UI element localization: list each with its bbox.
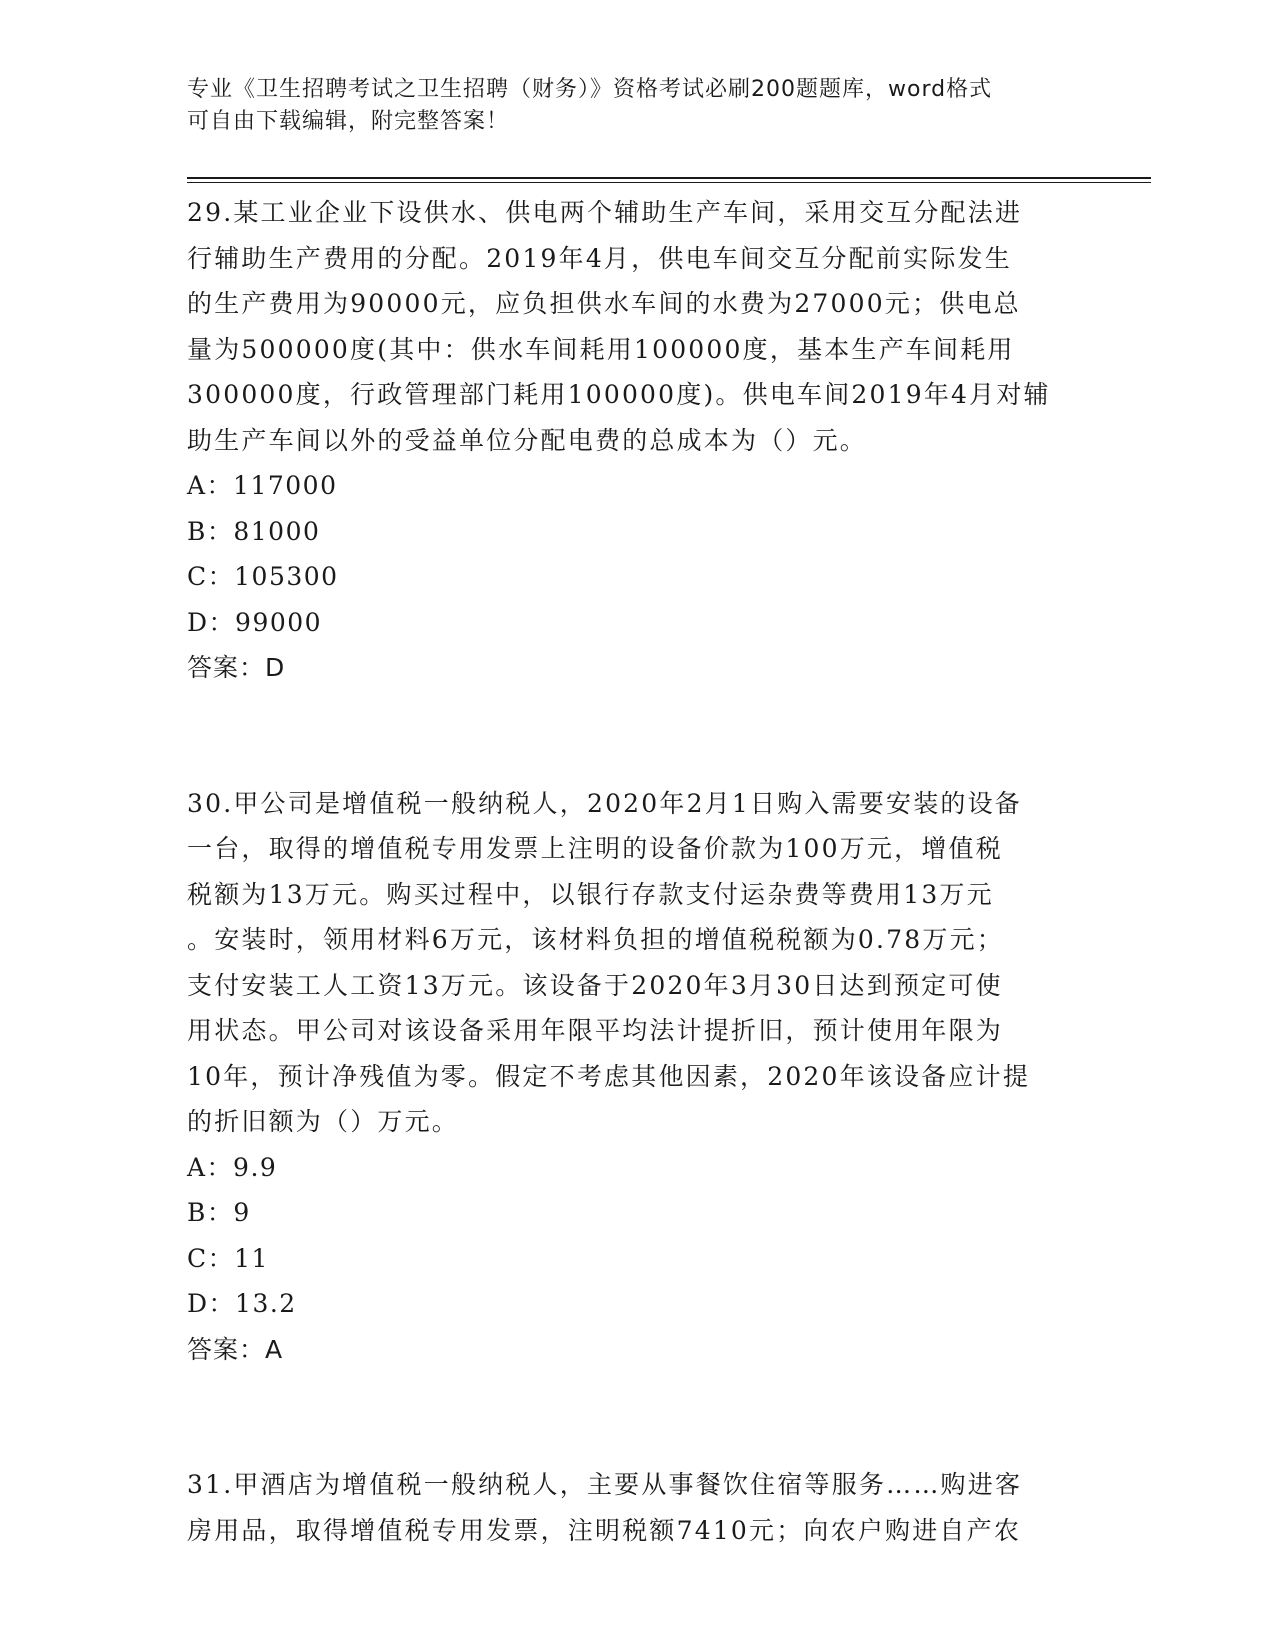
header-divider-thick [187, 177, 1151, 179]
question-stem-line: 用状态。甲公司对该设备采用年限平均法计提折旧，预计使用年限为 [187, 1016, 1004, 1045]
question-stem-line: 一台，取得的增值税专用发票上注明的设备价款为100万元，增值税 [187, 834, 1003, 863]
question-stem-line: 助生产车间以外的受益单位分配电费的总成本为（）元。 [187, 425, 868, 455]
option-c: C：105300 [187, 562, 339, 591]
question-stem-line: 10年，预计净残值为零。假定不考虑其他因素，2020年该设备应计提 [187, 1061, 1031, 1091]
header-line: 可自由下载编辑，附完整答案！ [187, 109, 510, 134]
question-stem-line: 300000度，行政管理部门耗用100000度)。供电车间2019年4月对辅 [187, 380, 1051, 409]
question-stem-line: 税额为13万元。购买过程中，以银行存款支付运杂费等费用13万元 [187, 879, 994, 909]
question-30 [187, 781, 1087, 1373]
question-31 [187, 1462, 1087, 1553]
header-line: 专业《卫生招聘考试之卫生招聘（财务）》资格考试必刷200题题库，word格式 [187, 77, 993, 102]
page-header [187, 74, 1067, 138]
question-stem-line: 30.甲公司是增值税一般纳税人，2020年2月1日购入需要安装的设备 [187, 788, 1022, 818]
option-a: A：117000 [187, 471, 338, 500]
option-d: D：13.2 [187, 1289, 297, 1318]
question-stem-line: 支付安装工人工资13万元。该设备于2020年3月30日达到预定可使 [187, 970, 1003, 1000]
question-29 [187, 190, 1087, 691]
question-spacer [187, 1372, 1087, 1462]
option-d: D：99000 [187, 607, 323, 637]
answer-label: 答案：D [187, 653, 286, 682]
question-stem-line: 行辅助生产费用的分配。2019年4月，供电车间交互分配前实际发生 [187, 243, 1012, 273]
option-c: C：11 [187, 1243, 269, 1273]
option-b: B：81000 [187, 516, 321, 546]
question-stem-line: 的生产费用为90000元，应负担供水车间的水费为27000元；供电总 [187, 289, 1021, 318]
option-b: B：9 [187, 1198, 251, 1227]
answer-label: 答案：A [187, 1334, 284, 1364]
option-a: A：9.9 [187, 1152, 278, 1182]
question-stem-line: 。安装时，领用材料6万元，该材料负担的增值税税额为0.78万元； [187, 925, 1004, 954]
question-stem-line: 房用品，取得增值税专用发票，注明税额7410元；向农户购进自产农 [187, 1515, 1022, 1545]
question-stem-line: 29.某工业企业下设供水、供电两个辅助生产车间，采用交互分配法进 [187, 198, 1023, 227]
question-stem-line: 的折旧额为（）万元。 [187, 1107, 460, 1136]
question-stem-line: 量为500000度(其中：供水车间耗用100000度，基本生产车间耗用 [187, 334, 1015, 364]
header-divider-thin [187, 182, 1151, 183]
question-list [187, 190, 1087, 1553]
question-spacer [187, 691, 1087, 781]
question-stem-line: 31.甲酒店为增值税一般纳税人，主要从事餐饮住宿等服务……购进客 [187, 1470, 1023, 1499]
